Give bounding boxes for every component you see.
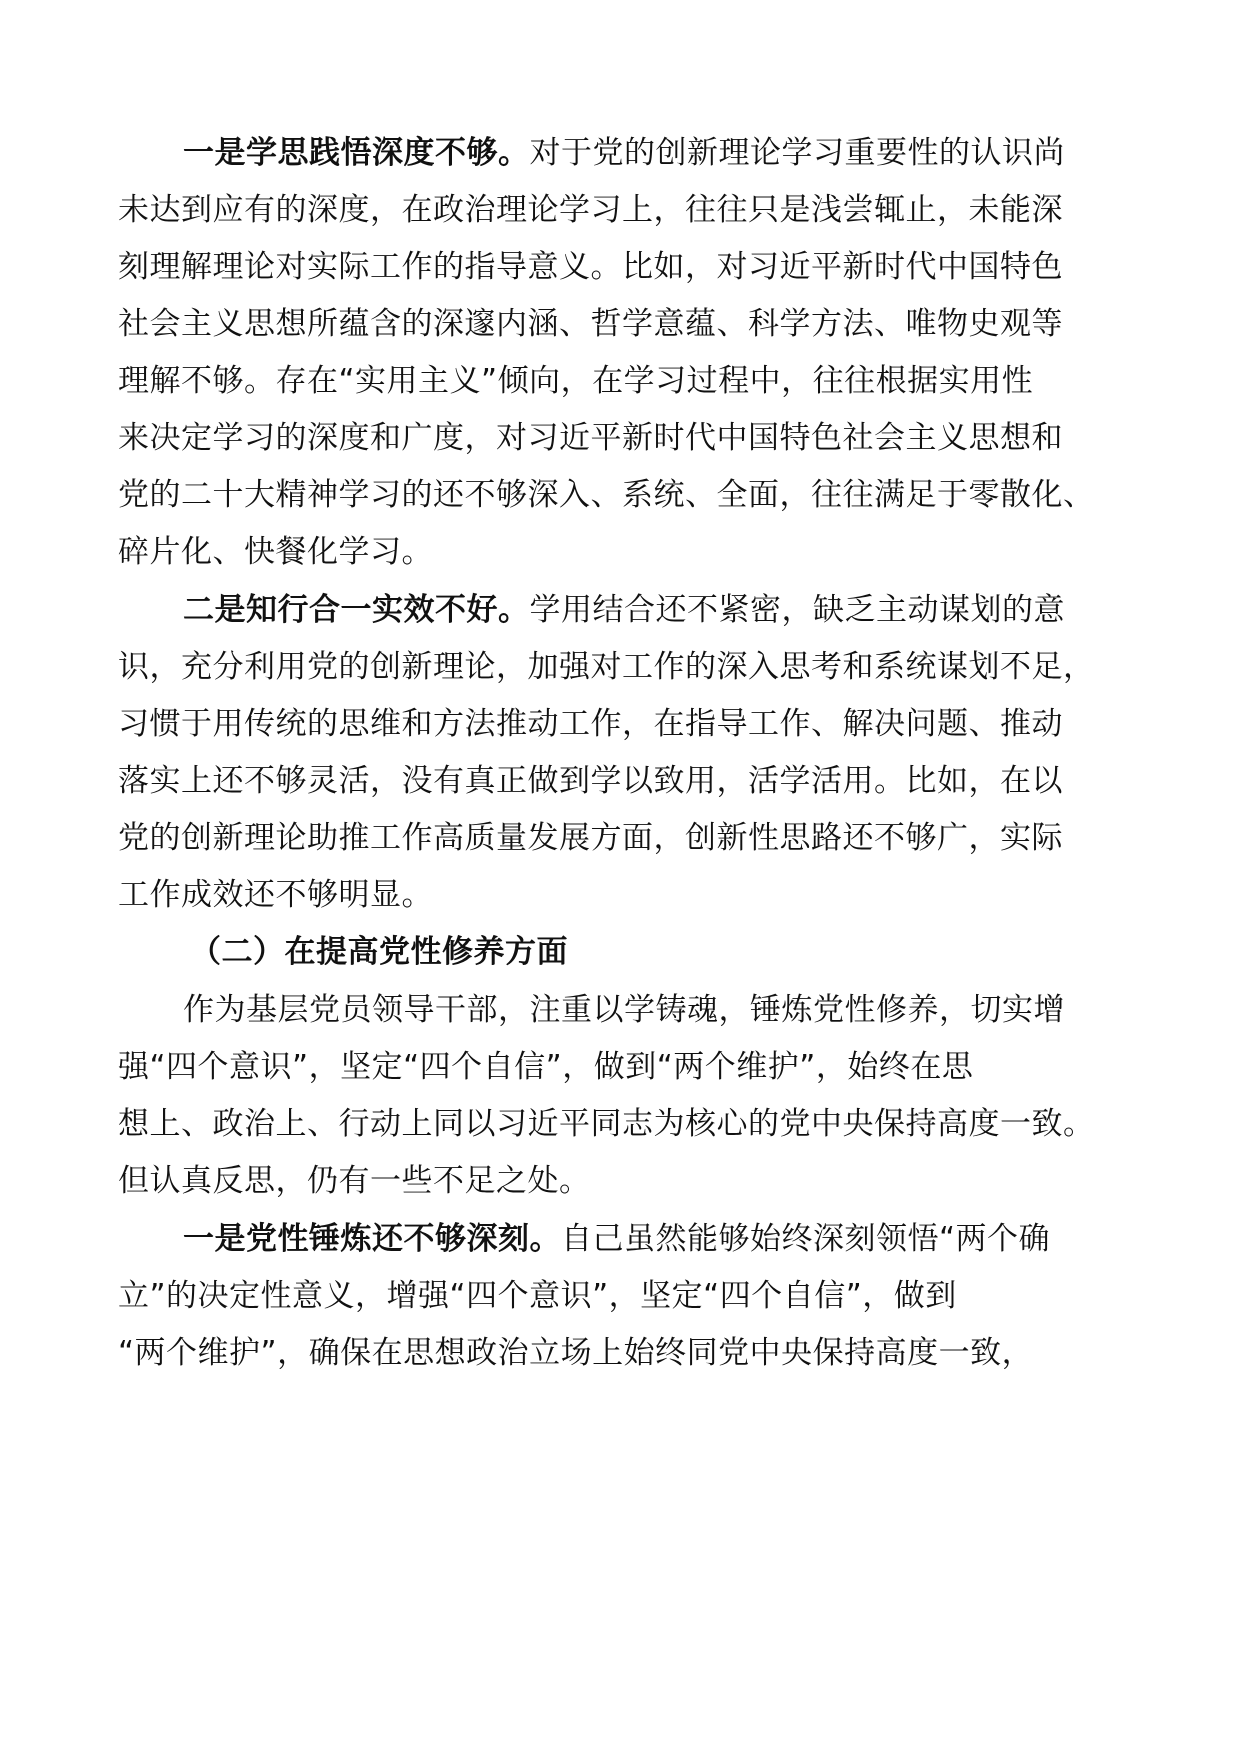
para1-line8: 碎片化、快餐化学习。 (118, 534, 433, 570)
para2-line6: 工作成效还不够明显。 (118, 877, 433, 913)
para2-line4: 落实上还不够灵活，没有真正做到学以致用，活学活用。比如，在以 (118, 763, 1063, 799)
para2-line2: 识，充分利用党的创新理论，加强对工作的深入思考和系统谋划不足， (118, 649, 1095, 685)
para1-line1 (183, 133, 1065, 173)
para3-line1: 作为基层党员领导干部，注重以学铸魂，锤炼党性修养，切实增 (183, 992, 1065, 1028)
para1-text: 对于党的创新理论学习重要性的认识尚 (529, 135, 1065, 171)
para2-line3: 习惯于用传统的思维和方法推动工作，在指导工作、解决问题、推动 (118, 706, 1063, 742)
para1-line6: 来决定学习的深度和广度，对习近平新时代中国特色社会主义思想和 (118, 420, 1063, 456)
para3-line3: 想上、政治上、行动上同以习近平同志为核心的党中央保持高度一致。 (118, 1106, 1095, 1142)
para1-line4: 社会主义思想所蕴含的深邃内涵、哲学意蕴、科学方法、唯物史观等 (118, 306, 1063, 342)
para3-line2: 强“四个意识”，坚定“四个自信”，做到“两个维护”，始终在思 (118, 1049, 974, 1085)
para2-bold-lead: 二是知行合一实效不好。 (183, 592, 530, 628)
para3-line4: 但认真反思，仍有一些不足之处。 (118, 1163, 591, 1199)
para2-line1 (183, 590, 1065, 630)
para4-line2: 立”的决定性意义，增强“四个意识”，坚定“四个自信”，做到 (118, 1278, 957, 1314)
para4-line3: “两个维护”，确保在思想政治立场上始终同党中央保持高度一致， (118, 1335, 1034, 1371)
para2-line5: 党的创新理论助推工作高质量发展方面，创新性思路还不够广，实际 (118, 820, 1063, 856)
para2-text: 学用结合还不紧密，缺乏主动谋划的意 (529, 592, 1065, 628)
para1-line5: 理解不够。存在“实用主义”倾向，在学习过程中，往往根据实用性 (118, 363, 1034, 399)
para4-bold-lead: 一是党性锤炼还不够深刻。 (183, 1221, 561, 1257)
section-heading: （二）在提高党性修养方面 (190, 934, 568, 970)
para1-line2: 未达到应有的深度，在政治理论学习上，往往只是浅尝辄止，未能深 (118, 192, 1063, 228)
para4-text: 自己虽然能够始终深刻领悟“两个确 (561, 1221, 1051, 1257)
para1-bold-lead: 一是学思践悟深度不够。 (183, 135, 530, 171)
para4-line1 (183, 1219, 1050, 1259)
para1-line7: 党的二十大精神学习的还不够深入、系统、全面，往往满足于零散化、 (118, 477, 1095, 513)
para1-line3: 刻理解理论对实际工作的指导意义。比如，对习近平新时代中国特色 (118, 249, 1063, 285)
